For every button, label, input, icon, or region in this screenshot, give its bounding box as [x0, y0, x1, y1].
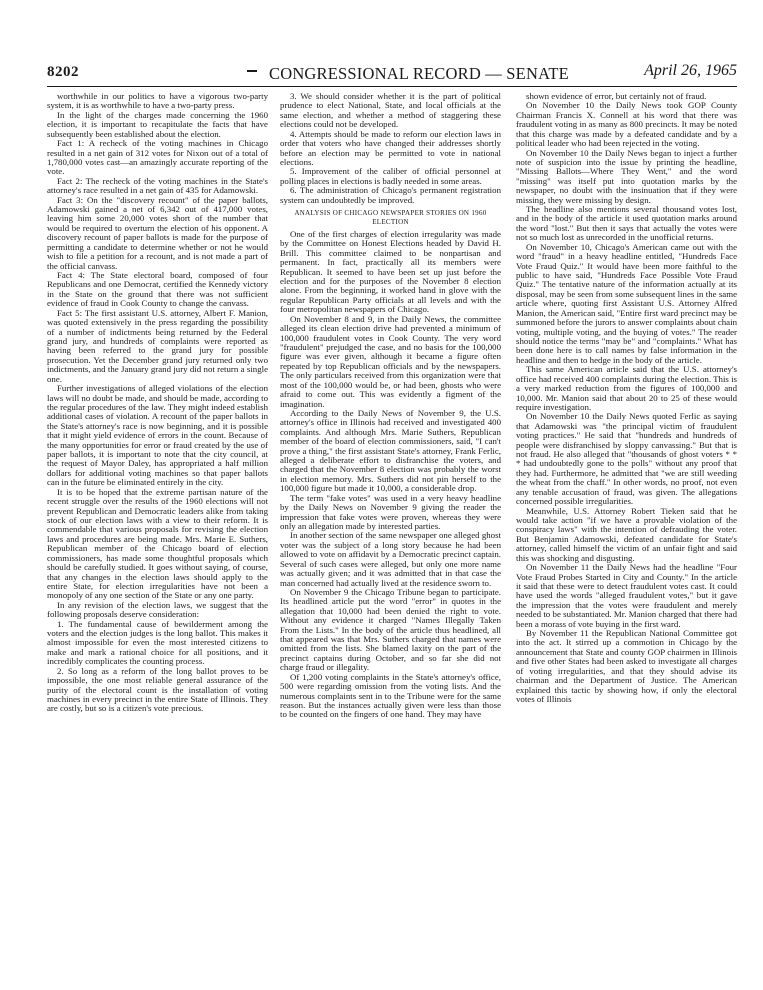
header-rule	[47, 86, 737, 87]
paragraph: One of the first charges of election irregularity was made by the Committee on Honest Elections headed by David H. Brill. This committee claimed to be nonpartisan and permanent. In fact, practically all its members were Republican. It seemed to have been set up just before the election and for the purposes of the November 8 election alone. From the beginning, it worked hand in glove with the regular Republican Party officials at all levels and with the four metropolitan newspapers of Chicago.	[280, 228, 501, 315]
column-left	[47, 92, 268, 972]
paragraph: Fact 3: On the "discovery recount" of the paper ballots, Adamowski gained a net of 6,342 out of 417,000 votes, leaving him some 20,000 votes short of the number that would be required to overturn the election of his opponent. A discovery recount of paper ballots is made for the purpose of permitting a candidate to determine whether or not he would wish to file a petition for a recount, and is not made a part of the official canvass.	[47, 194, 268, 271]
paragraph: Fact 4: The State electoral board, composed of four Republicans and one Democrat, certified the Kennedy victory in the State on the ground that there was not sufficient evidence of fraud in Cook County to change the canvass.	[47, 270, 268, 309]
page-number: 8202	[47, 64, 79, 80]
paragraph: Further investigations of alleged violations of the election laws will no doubt be made, and should be made, according to the regular procedures of the law. They might indeed establish additional cases of violation. A recount of the paper ballots in the State's attorney's race is now beginning, and it is possible that it might yield evidence of errors in the count. Because of the many opportunities for error or fraud created by the use of paper ballots, it is important to note that the city council, at the request of Mayor Daley, has appropriated a half million dollars for additional voting machines so that paper ballots can in the future be eliminated entirely in the city.	[47, 383, 268, 488]
paragraph: This same American article said that the U.S. attorney's office had received 400 complaints during the election. This is a very marked reduction from the figures of 100,000 and 10,000. Mr. Manion said that about 20 to 25 of these would require investigation.	[516, 364, 737, 412]
page-header	[47, 56, 737, 84]
paragraph: On November 10 the Daily News quoted Ferlic as saying that Adamowski was "the principal victim of fraudulent voting practices." He said that "hundreds and hundreds of people were disfranchised by sloppy canvassing." But that is not fraud. He also alleged that "thousands of ghost voters * * * had undoubtedly gone to the polls" without any proof that they had. Furthermore, he admitted that "we are still weeding the wheat from the chaff." In other words, no proof, not even any tenable accusation of fraud, was given. The allegations concerned possible irregularities.	[516, 411, 737, 507]
paragraph: 5. Improvement of the caliber of official personnel at polling places in elections is badly needed in some areas.	[280, 166, 501, 186]
paragraph: The term "fake votes" was used in a very heavy headline by the Daily News on November 9 giving the reader the impression that fake votes were proven, whereas they were only an allegation made by interested parties.	[280, 492, 501, 531]
paragraph: 1. The fundamental cause of bewilderment among the voters and the election judges is the long ballot. This makes it almost impossible for even the most interested citizens to make and mark a rational choice for all positions, and it incredibly complicates the counting process.	[47, 618, 268, 667]
header-dash	[247, 70, 257, 72]
paragraph: worthwhile in our politics to have a vigorous two-party system, it is as worthwhile to have a two-party press.	[47, 92, 268, 111]
paragraph: On November 11 the Daily News had the headline "Four Vote Fraud Probes Started in City and County." In the article it said that these were to detect fraudulent votes cast. It could have used the words "alleged fraudulent votes," but it gave the impression that the votes were fraudulent and merely needed to be substantiated. Mr. Manion charged that there had been a morass of vote buying in the first ward.	[516, 562, 737, 629]
paragraph: 4. Attempts should be made to reform our election laws in order that voters who have changed their addresses shortly before an election may be permitted to vote in national elections.	[280, 128, 501, 167]
paragraph: On November 10 the Daily News began to inject a further note of suspicion into the issue by printing the headline, "Missing Ballots—Where They Went," and the word "missing" was itself put into quotation marks by the newspaper, no doubt with the insinuation that if they were missing, they were missing by design.	[516, 147, 737, 205]
paragraph: In the light of the charges made concerning the 1960 election, it is important to recapitulate the facts that have subsequently been established about the election.	[47, 109, 268, 139]
paragraph: 3. We should consider whether it is the part of political prudence to elect National, State, and local officials at the same election, and whether a method of staggering these elections could not be developed.	[280, 92, 501, 130]
column-right	[516, 92, 737, 972]
paragraph: shown evidence of error, but certainly not of fraud.	[526, 92, 707, 101]
paragraph: On November 10 the Daily News took GOP County Chairman Francis X. Connell at his word that there was fraudulent voting in as many as 800 precincts. It may be noted that this charge was made by a defeated candidate and by a political leader who had been rejected in the voting.	[516, 100, 737, 149]
paragraph: By November 11 the Republican National Committee got into the act. It stirred up a commotion in Chicago by the announcement that State and county GOP chairmen in Illinois and five other States had been asked to investigate all charges of voting irregularities, and that they should advise its chairman and the Department of Justice. The American explained this tactic by showing how, if only the electoral votes of Illinois	[516, 628, 737, 704]
paragraph: Fact 1: A recheck of the voting machines in Chicago resulted in a net gain of 312 votes for Nixon out of a total of 1,780,000 votes cast—an amazingly accurate reporting of the vote.	[47, 138, 268, 177]
paragraph: 2. So long as a reform of the long ballot proves to be impossible, the one most reliable general assurance of the purity of the electoral count is the installation of voting machines in every precinct in the entire State of Illinois. They are costly, but so is a citizen's vote precious.	[47, 665, 268, 714]
paragraph: In another section of the same newspaper one alleged ghost voter was the subject of a long story because he had been allowed to vote on affidavit by a Democratic precinct captain. Several of such cases were alleged, but only one more name was actually given; and it was admitted that in that case the man concerned had actually lived at the residence sworn to.	[280, 530, 501, 588]
paragraph: The headline also mentions several thousand votes lost, and in the body of the article it used quotation marks around the word "lost." But then it says that actually the votes were not so much lost as unrecorded in the unofficial returns.	[516, 204, 737, 243]
paragraph: 6. The administration of Chicago's permanent registration system can undoubtedly be improved.	[280, 185, 501, 205]
paragraph: Meanwhile, U.S. Attorney Robert Tieken said that he would take action "if we have a provable violation of the conspiracy laws" with the intention of defrauding the voter. But Benjamin Adamowski, defeated candidate for State's attorney, called himself the victim of an unfair fight and said this was shocking and disgusting.	[516, 505, 737, 563]
section-heading: ANALYSIS OF CHICAGO NEWSPAPER STORIES ON 1960 ELECTION	[294, 209, 487, 227]
paragraph: On November 9 the Chicago Tribune began to participate. Its headlined article put the word "error" in quotes in the allegation that 10,000 had been denied the right to vote. Without any evidence it charged "Names Illegally Taken From the Lists." In the body of the article thus headlined, all that appeared was that Mrs. Suthers charged that names were omitted from the lists. She blamed laxity on the part of the precinct captains during October, and so far she did not charge fraud or illegality.	[280, 586, 501, 673]
paragraph: On November 8 and 9, in the Daily News, the committee alleged its clean election drive had prevented a minimum of 100,000 fraudulent votes in Cook County. The very word "fraudulent" prejudged the case, and no basis for the 100,000 figure was ever given, although it became a figure often repeated by top Republican officials and by the newspapers. The only particulars received from this organization were that most of the 100,000 would be, or had been, ghosts who were afraid to come out. This was evidently a figment of the imagination.	[280, 313, 501, 409]
column-middle	[280, 92, 501, 972]
paragraph: Of 1,200 voting complaints in the State's attorney's office, 500 were regarding omission from the voting lists. And the numerous complaints sent in to the Tribune were for the same reason. But the instances actually given were less than those to be counted on the fingers of one hand. They may have	[280, 671, 501, 720]
paragraph: It is to be hoped that the extreme partisan nature of the recent struggle over the results of the 1960 elections will not prevent Republican and Democratic leaders alike from taking stock of our election laws with a view to their reform. It is commendable that various proposals for revising the election laws and procedures are being made. Mrs. Marie E. Suthers, Republican member of the Chicago board of election commissioners, has made some thoughtful proposals which should be carefully studied. It goes without saying, of course, that any changes in the election laws should apply to the entire State, for election irregularities have not been a monopoly of any one section of the State or any one party.	[47, 486, 268, 601]
paragraph: According to the Daily News of November 9, the U.S. attorney's office in Illinois had received and investigated 400 complaints. And although Mrs. Marie Suthers, Republican member of the board of election commissioners, said, "I can't prove a thing," the first assistant State's attorney, Frank Ferlic, alleged a deliberate effort to disfranchise the voters, and charged that the November 8 election was probably the worst in election memory. Mrs. Suthers did not pin herself to the 100,000 figure but made it 10,000, a considerable drop.	[280, 407, 501, 494]
issue-date: April 26, 1965	[644, 62, 737, 79]
paragraph: On November 10, Chicago's American came out with the word "fraud" in a heavy headline entitled, "Hundreds Face Vote Fraud Quiz." It would have been more faithful to the public to have said, "Hundreds Face Possible Vote Fraud Quiz." The tentative nature of the information actually at its disposal, may be seen from some subsequent lines in the same article where, quoting first Assistant U.S. Attorney Alfred Manion, the American said, "Entire first ward precinct may be summoned before the jurors to answer complaints about chain voting, multiple voting, and the buying of votes." The reader should notice the terms "may be" and "complaints." What has been done here is to call names by false information in the headline and then to hedge in the body of the article.	[516, 241, 737, 365]
paragraph: Fact 5: The first assistant U.S. attorney, Albert F. Manion, was quoted extensively in the press regarding the possibility of a number of indictments being returned by the Federal grand jury, and hundreds of complaints were reported as having been referred to the grand jury for possible prosecution. Yet the December grand jury returned only two indictments, and the January grand jury did not return a single one.	[47, 307, 268, 384]
paragraph: Fact 2: The recheck of the voting machines in the State's attorney's race resulted in a net gain of 435 for Adamowski.	[47, 175, 268, 196]
publication-title: CONGRESSIONAL RECORD — SENATE	[269, 64, 569, 83]
paragraph: In any revision of the election laws, we suggest that the following proposals deserve consideration:	[47, 599, 268, 620]
